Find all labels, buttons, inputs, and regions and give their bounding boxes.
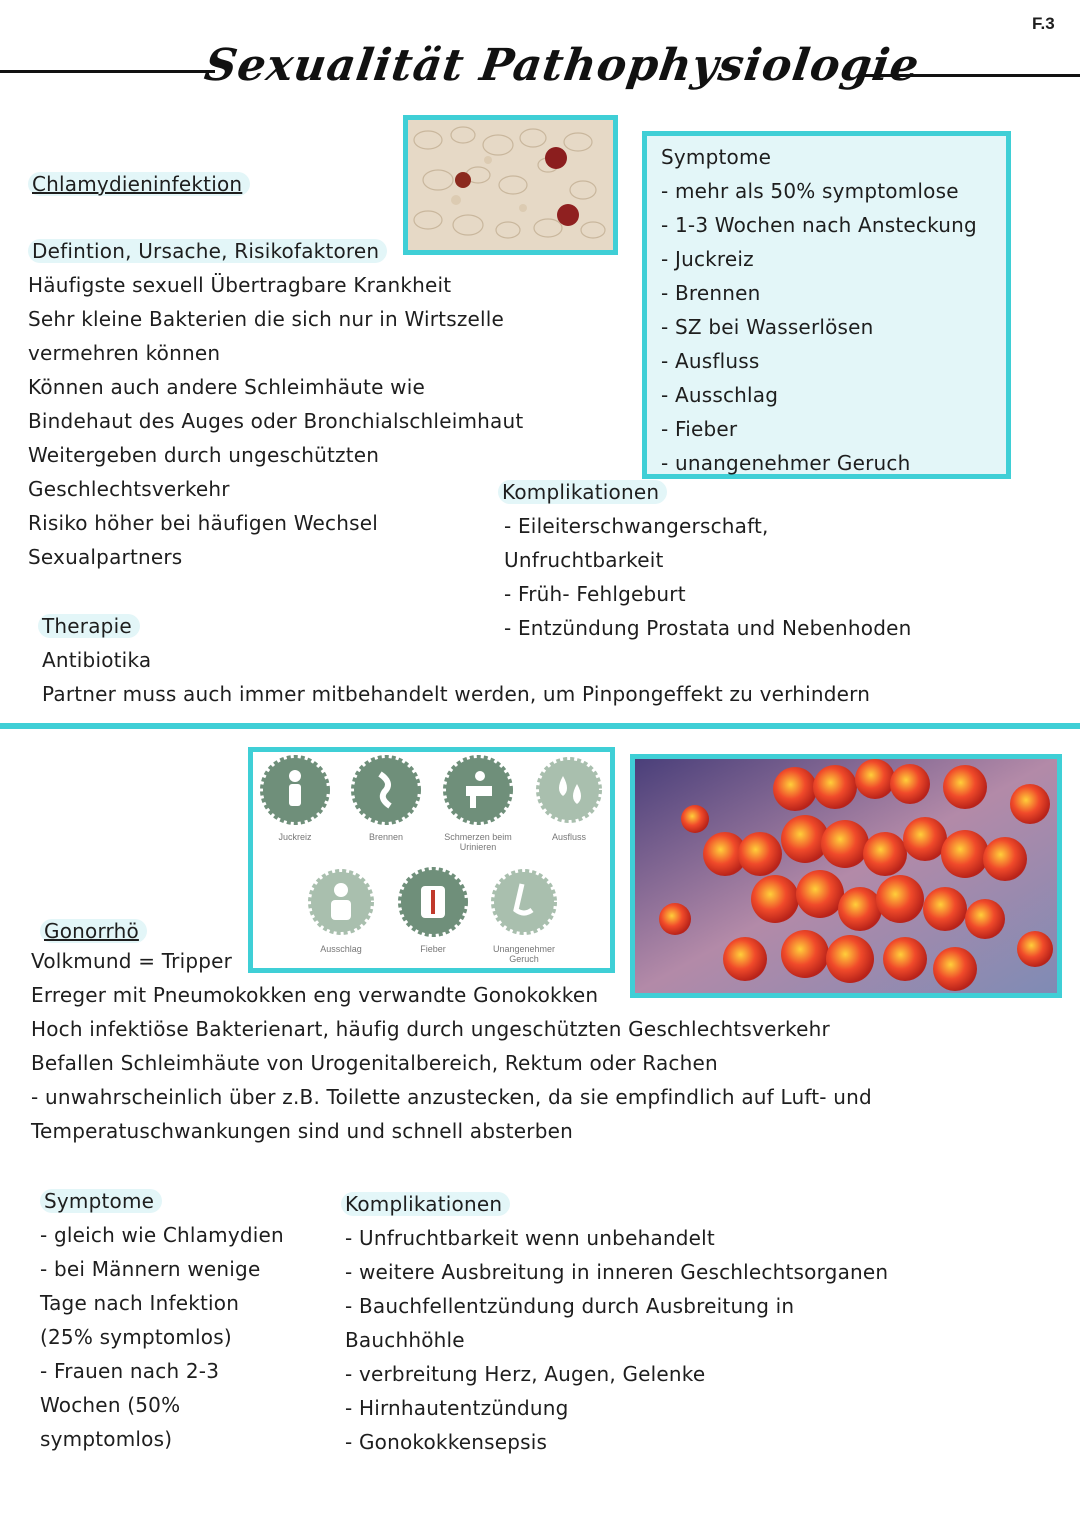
complication-item: - Entzündung Prostata und Nebenhoden <box>504 616 912 640</box>
icon-label: Schmerzen beim Urinieren <box>444 832 512 852</box>
icon-label: Brennen <box>368 832 404 842</box>
chlamydien-heading: Chlamydieninfektion <box>28 167 250 201</box>
geruch-icon <box>493 871 555 933</box>
icon-label: Ausfluss <box>551 832 586 842</box>
brennen-icon <box>353 757 419 823</box>
gonorrhoe-symptoms <box>40 1184 284 1456</box>
page-number: F.3 <box>1032 14 1055 33</box>
symptom-item: Wochen (50% <box>40 1393 181 1417</box>
symptom-item: (25% symptomlos) <box>40 1325 232 1349</box>
icon-graphics <box>253 752 610 968</box>
gonorrhoe-line: - unwahrscheinlich über z.B. Toilette anzustecken, da sie empfindlich auf Luft- und <box>31 1085 872 1109</box>
complication-item: - Gonokokkensepsis <box>345 1430 548 1454</box>
chlamydien-definition <box>28 234 523 574</box>
symptom-item: - unangenehmer Geruch <box>661 451 911 475</box>
definition-line: Risiko höher bei häufigen Wechsel <box>28 511 378 535</box>
therapy-line: Antibiotika <box>42 648 152 672</box>
definition-line: vermehren können <box>28 341 221 365</box>
chlamydien-symptoms-box <box>642 131 1011 479</box>
symptom-item: - Fieber <box>661 417 738 441</box>
icon-label: Unangenehmer Geruch <box>492 944 556 964</box>
gonorrhoe-line: Befallen Schleimhäute von Urogenitalbereich, Rektum oder Rachen <box>31 1051 718 1075</box>
section-divider <box>0 723 1080 729</box>
gonorrhoe-text <box>31 944 872 1148</box>
definition-line: Geschlechtsverkehr <box>28 477 230 501</box>
therapy-heading: Therapie <box>38 614 140 638</box>
symptoms-heading: Symptome <box>40 1189 162 1213</box>
fieber-icon <box>400 869 466 935</box>
page-title: Sexualität Pathophysiologie <box>201 40 923 91</box>
ausfluss-icon <box>538 759 600 821</box>
symptom-item: - Ausfluss <box>661 349 760 373</box>
definition-line: Häufigste sexuell Übertragbare Krankheit <box>28 273 452 297</box>
complication-item: Bauchhöhle <box>345 1328 465 1352</box>
complication-item: - Früh- Fehlgeburt <box>504 582 686 606</box>
complication-item: Unfruchtbarkeit <box>504 548 664 572</box>
schmerzen-icon <box>445 757 511 823</box>
symptom-item: - 1-3 Wochen nach Ansteckung <box>661 213 977 237</box>
gonorrhoe-complications <box>341 1187 888 1459</box>
definition-line: Können auch andere Schleimhäute wie <box>28 375 425 399</box>
gonorrhoe-symptom-icons <box>248 747 615 973</box>
definition-line: Bindehaut des Auges oder Bronchialschleimhaut <box>28 409 524 433</box>
gonorrhoe-line: Volkmund = Tripper <box>31 949 233 973</box>
symptom-item: - SZ bei Wasserlösen <box>661 315 874 339</box>
ausschlag-icon <box>310 871 372 933</box>
complication-item: - Eileiterschwangerschaft, <box>504 514 769 538</box>
definition-line: Sexualpartners <box>28 545 183 569</box>
symptom-item: - gleich wie Chlamydien <box>40 1223 284 1247</box>
title-rule-left <box>0 70 215 73</box>
title-banner <box>0 30 1080 120</box>
gonorrhoe-line: Hoch infektiöse Bakterienart, häufig durch ungeschützten Geschlechtsverkehr <box>31 1017 830 1041</box>
symptom-item: - mehr als 50% symptomlose <box>661 179 959 203</box>
gonorrhoe-line: Temperatuschwankungen sind und schnell absterben <box>31 1119 574 1143</box>
complication-item: - Unfruchtbarkeit wenn unbehandelt <box>345 1226 715 1250</box>
chlamydien-therapy <box>38 609 870 711</box>
symptom-item: - Ausschlag <box>661 383 779 407</box>
symptoms-heading: Symptome <box>661 145 772 169</box>
icon-label: Fieber <box>420 944 446 954</box>
definition-line: Weitergeben durch ungeschützten <box>28 443 380 467</box>
symptom-item: symptomlos) <box>40 1427 173 1451</box>
symptom-item: - bei Männern wenige <box>40 1257 261 1281</box>
icon-label: Juckreiz <box>278 832 312 842</box>
complication-item: - weitere Ausbreitung in inneren Geschlechtsorganen <box>345 1260 889 1284</box>
symptom-item: - Frauen nach 2-3 <box>40 1359 220 1383</box>
complication-item: - Hirnhautentzündung <box>345 1396 569 1420</box>
complication-item: - Bauchfellentzündung durch Ausbreitung in <box>345 1294 795 1318</box>
symptom-item: - Brennen <box>661 281 761 305</box>
gonorrhoe-line: Erreger mit Pneumokokken eng verwandte Gonokokken <box>31 983 599 1007</box>
symptom-item: - Juckreiz <box>661 247 754 271</box>
gonorrhoe-heading: Gonorrhö <box>40 914 147 948</box>
icon-label: Ausschlag <box>320 944 362 954</box>
symptom-item: Tage nach Infektion <box>40 1291 240 1315</box>
complications-heading: Komplikationen <box>498 480 667 504</box>
therapy-line: Partner muss auch immer mitbehandelt werden, um Pinpongeffekt zu verhindern <box>42 682 871 706</box>
definition-heading: Defintion, Ursache, Risikofaktoren <box>28 239 387 263</box>
definition-line: Sehr kleine Bakterien die sich nur in Wirtszelle <box>28 307 505 331</box>
microscope-drawing <box>408 120 613 250</box>
complication-item: - verbreitung Herz, Augen, Gelenke <box>345 1362 706 1386</box>
juckreiz-icon <box>262 757 328 823</box>
complications-heading: Komplikationen <box>341 1192 510 1216</box>
